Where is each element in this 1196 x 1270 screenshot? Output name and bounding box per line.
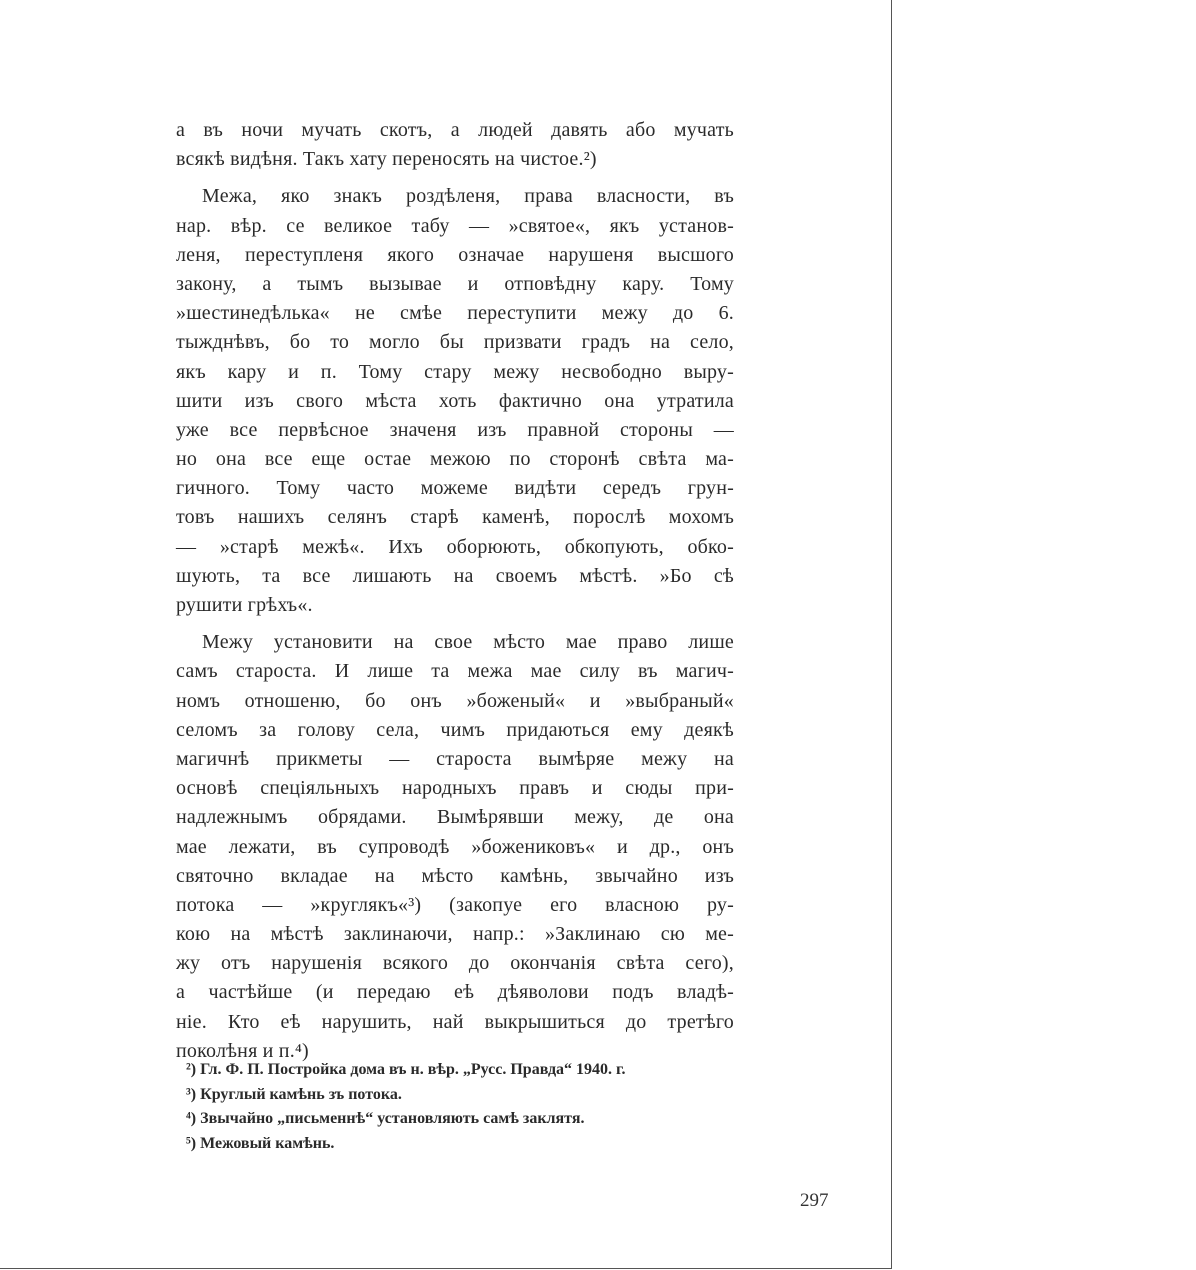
text-line: мае лежати, въ супроводѣ »божениковъ« и др., онъ	[176, 835, 734, 858]
text-line: тыжднѣвъ, бо то могло бы призвати градъ на село,	[176, 331, 734, 354]
footnote-4: ⁴) Звычайно „письменнѣ“ установляють самѣ заклятя.	[186, 1110, 585, 1127]
text-line: селомъ за голову села, чимъ придаються ему деякѣ	[176, 718, 734, 741]
footnote-5: ⁵) Межовый камѣнь.	[186, 1134, 335, 1152]
text-line: всякѣ видѣня. Такъ хату переносять на чистое.²)	[176, 148, 597, 171]
text-line: а въ ночи мучать скотъ, а людей давять або мучать	[176, 119, 734, 141]
text-line: товъ нашихъ селянъ старѣ каменѣ, порослѣ мохомъ	[176, 506, 734, 529]
text-line: магичнѣ прикметы — староста вымѣряе межу на	[176, 747, 734, 770]
text-line: надлежнымъ обрядами. Вымѣрявши межу, де она	[176, 806, 734, 829]
text-line: поколѣня и п.⁴)	[176, 1039, 309, 1062]
text-line: гичного. Тому часто можеме видѣти середъ грун-	[176, 477, 734, 500]
text-line: рушити грѣхъ«.	[176, 594, 313, 616]
text-line: номъ отношеню, бо онъ »боженый« и »выбраный«	[176, 689, 734, 712]
footnote-3: ³) Круглый камѣнь зъ потока.	[186, 1085, 402, 1103]
paragraph-3	[176, 628, 734, 1066]
page-number: 297	[800, 1190, 829, 1211]
text-line: потока — »круглякъ«³) (закопуе его власною ру-	[176, 893, 734, 916]
paragraph-2	[176, 182, 734, 620]
text-line: шують, та все лишають на своемъ мѣстѣ. »Бо сѣ	[176, 564, 734, 587]
text-line: нар. вѣр. се великое табу — »святое«, якъ установ-	[176, 214, 734, 237]
text-line: самъ староста. И лише та межа мае силу въ магич-	[176, 660, 734, 683]
text-line: жу отъ нарушенія всякого до окончанія свѣта сего),	[176, 952, 734, 975]
text-line: »шестинедѣлька« не смѣе переступити межу до 6.	[176, 302, 734, 325]
text-line: — »старѣ межѣ«. Ихъ оборюють, обкопують, обко-	[176, 535, 734, 558]
text-line: Межу установити на свое мѣсто мае право лише	[202, 631, 734, 654]
text-line: Межа, яко знакъ роздѣленя, права власности, въ	[202, 185, 734, 208]
text-line: шити изъ свого мѣста хоть фактично она утратила	[176, 389, 734, 412]
paragraph-1	[176, 116, 734, 174]
footnote-2: ²) Гл. Ф. П. Постройка дома въ н. вѣр. „Русс. Правда“ 1940. г.	[186, 1061, 626, 1078]
text-line: святочно вкладае на мѣсто камѣнь, звычайно изъ	[176, 864, 734, 887]
main-text	[176, 116, 734, 1066]
text-line: якъ кару и п. Тому стару межу несвободно выру-	[176, 360, 734, 383]
text-line: основѣ спеціяльныхъ народныхъ правъ и сюды при-	[176, 777, 734, 800]
text-line: но она все еще остае межою по сторонѣ свѣта ма-	[176, 448, 734, 471]
text-line: а частѣйше (и передаю еѣ дѣяволови подъ владѣ-	[176, 981, 734, 1004]
text-line: ніе. Кто еѣ нарушить, най выкрышиться до третѣго	[176, 1010, 734, 1033]
text-line: закону, а тымъ вызывае и отповѣдну кару. Тому	[176, 272, 734, 295]
text-line: уже все первѣсное значеня изъ правной стороны —	[176, 418, 734, 441]
footnotes	[186, 1058, 746, 1156]
text-line: леня, переступленя якого означае нарушеня высшого	[176, 243, 734, 266]
text-line: кою на мѣстѣ заклинаючи, напр.: »Заклинаю сю ме-	[176, 923, 734, 946]
